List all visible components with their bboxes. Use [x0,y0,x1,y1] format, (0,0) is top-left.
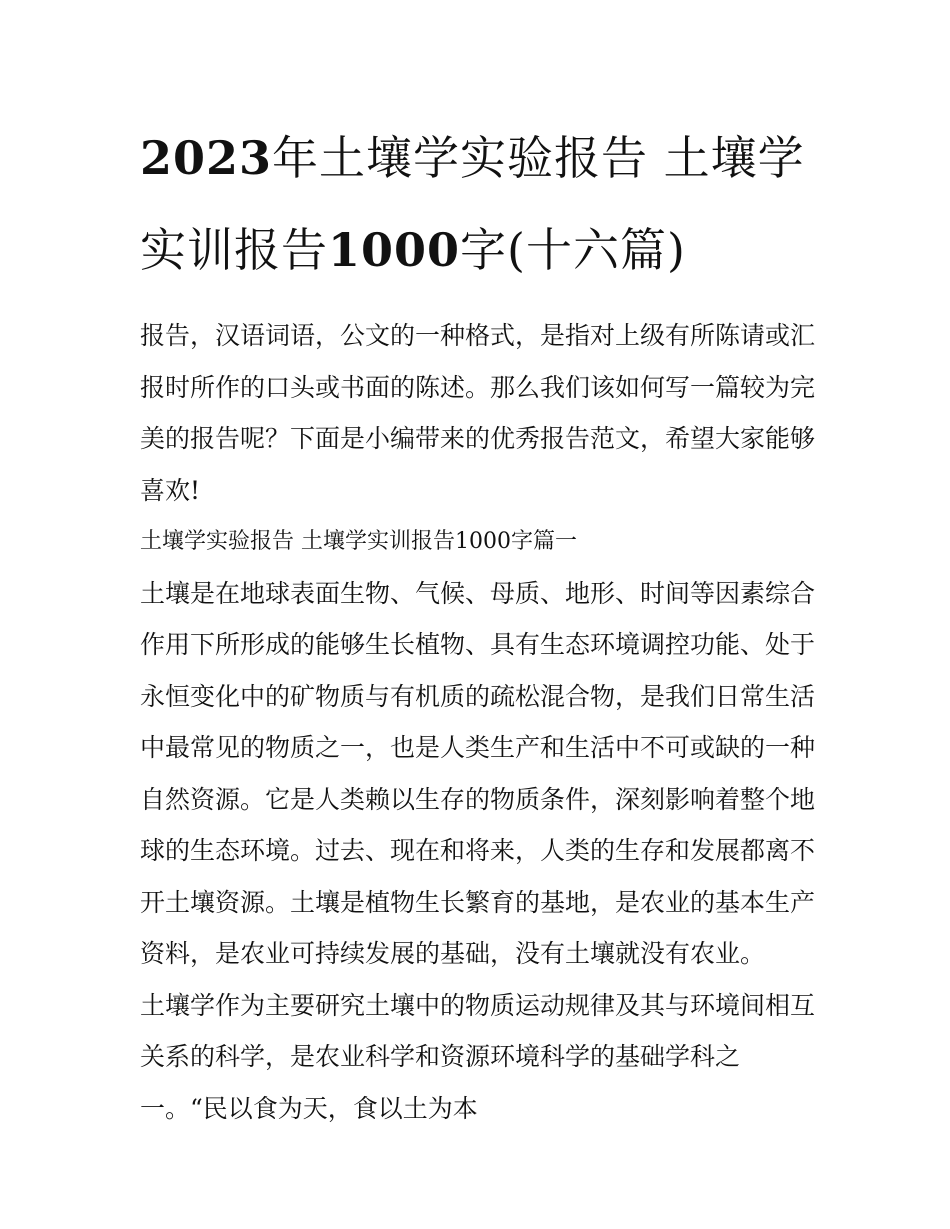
section-heading: 土壤学实验报告 土壤学实训报告1000字篇一 [140,529,577,554]
body-paragraph-2: 土壤学作为主要研究土壤中的物质运动规律及其与环境间相互关系的科学，是农业科学和资源环境科学的基础学科之 [140,990,816,1071]
title-count: 1000 [328,223,461,277]
intro-paragraph: 报告，汉语词语，公文的一种格式，是指对上级有所陈请或汇报时所作的口头或书面的陈述。那么我们该如何写一篇较为完美的报告呢？下面是小编带来的优秀报告范文，希望大家能够喜欢! [140,321,816,505]
document-title [140,112,815,296]
body-paragraph-2-continued: 一。“民以食为天，食以土为本 [140,1093,478,1123]
document-page [140,112,815,1134]
title-year: 2023 [140,131,273,185]
body-paragraph-1: 土壤是在地球表面生物、气候、母质、地形、时间等因素综合作用下所形成的能够生长植物、具有生态环境调控功能、处于永恒变化中的矿物质与有机质的疏松混合物，是我们日常生活中最常见的物质之一，也是人类生产和生活中不可或缺的一种自然资源。它是人类赖以生存的物质条件，深刻影响着整个地球的生态环境。过去、现在和将来，人类的生存和发展都离不开土壤资源。土壤是植物生长繁育的基地，是农业的基本生产资料，是农业可持续发展的基础，没有土壤就没有农业。 [140,578,816,968]
title-main: 年土壤学实验报告 土壤学实训报告 [140,131,805,277]
title-suffix: 字(十六篇) [460,223,686,277]
